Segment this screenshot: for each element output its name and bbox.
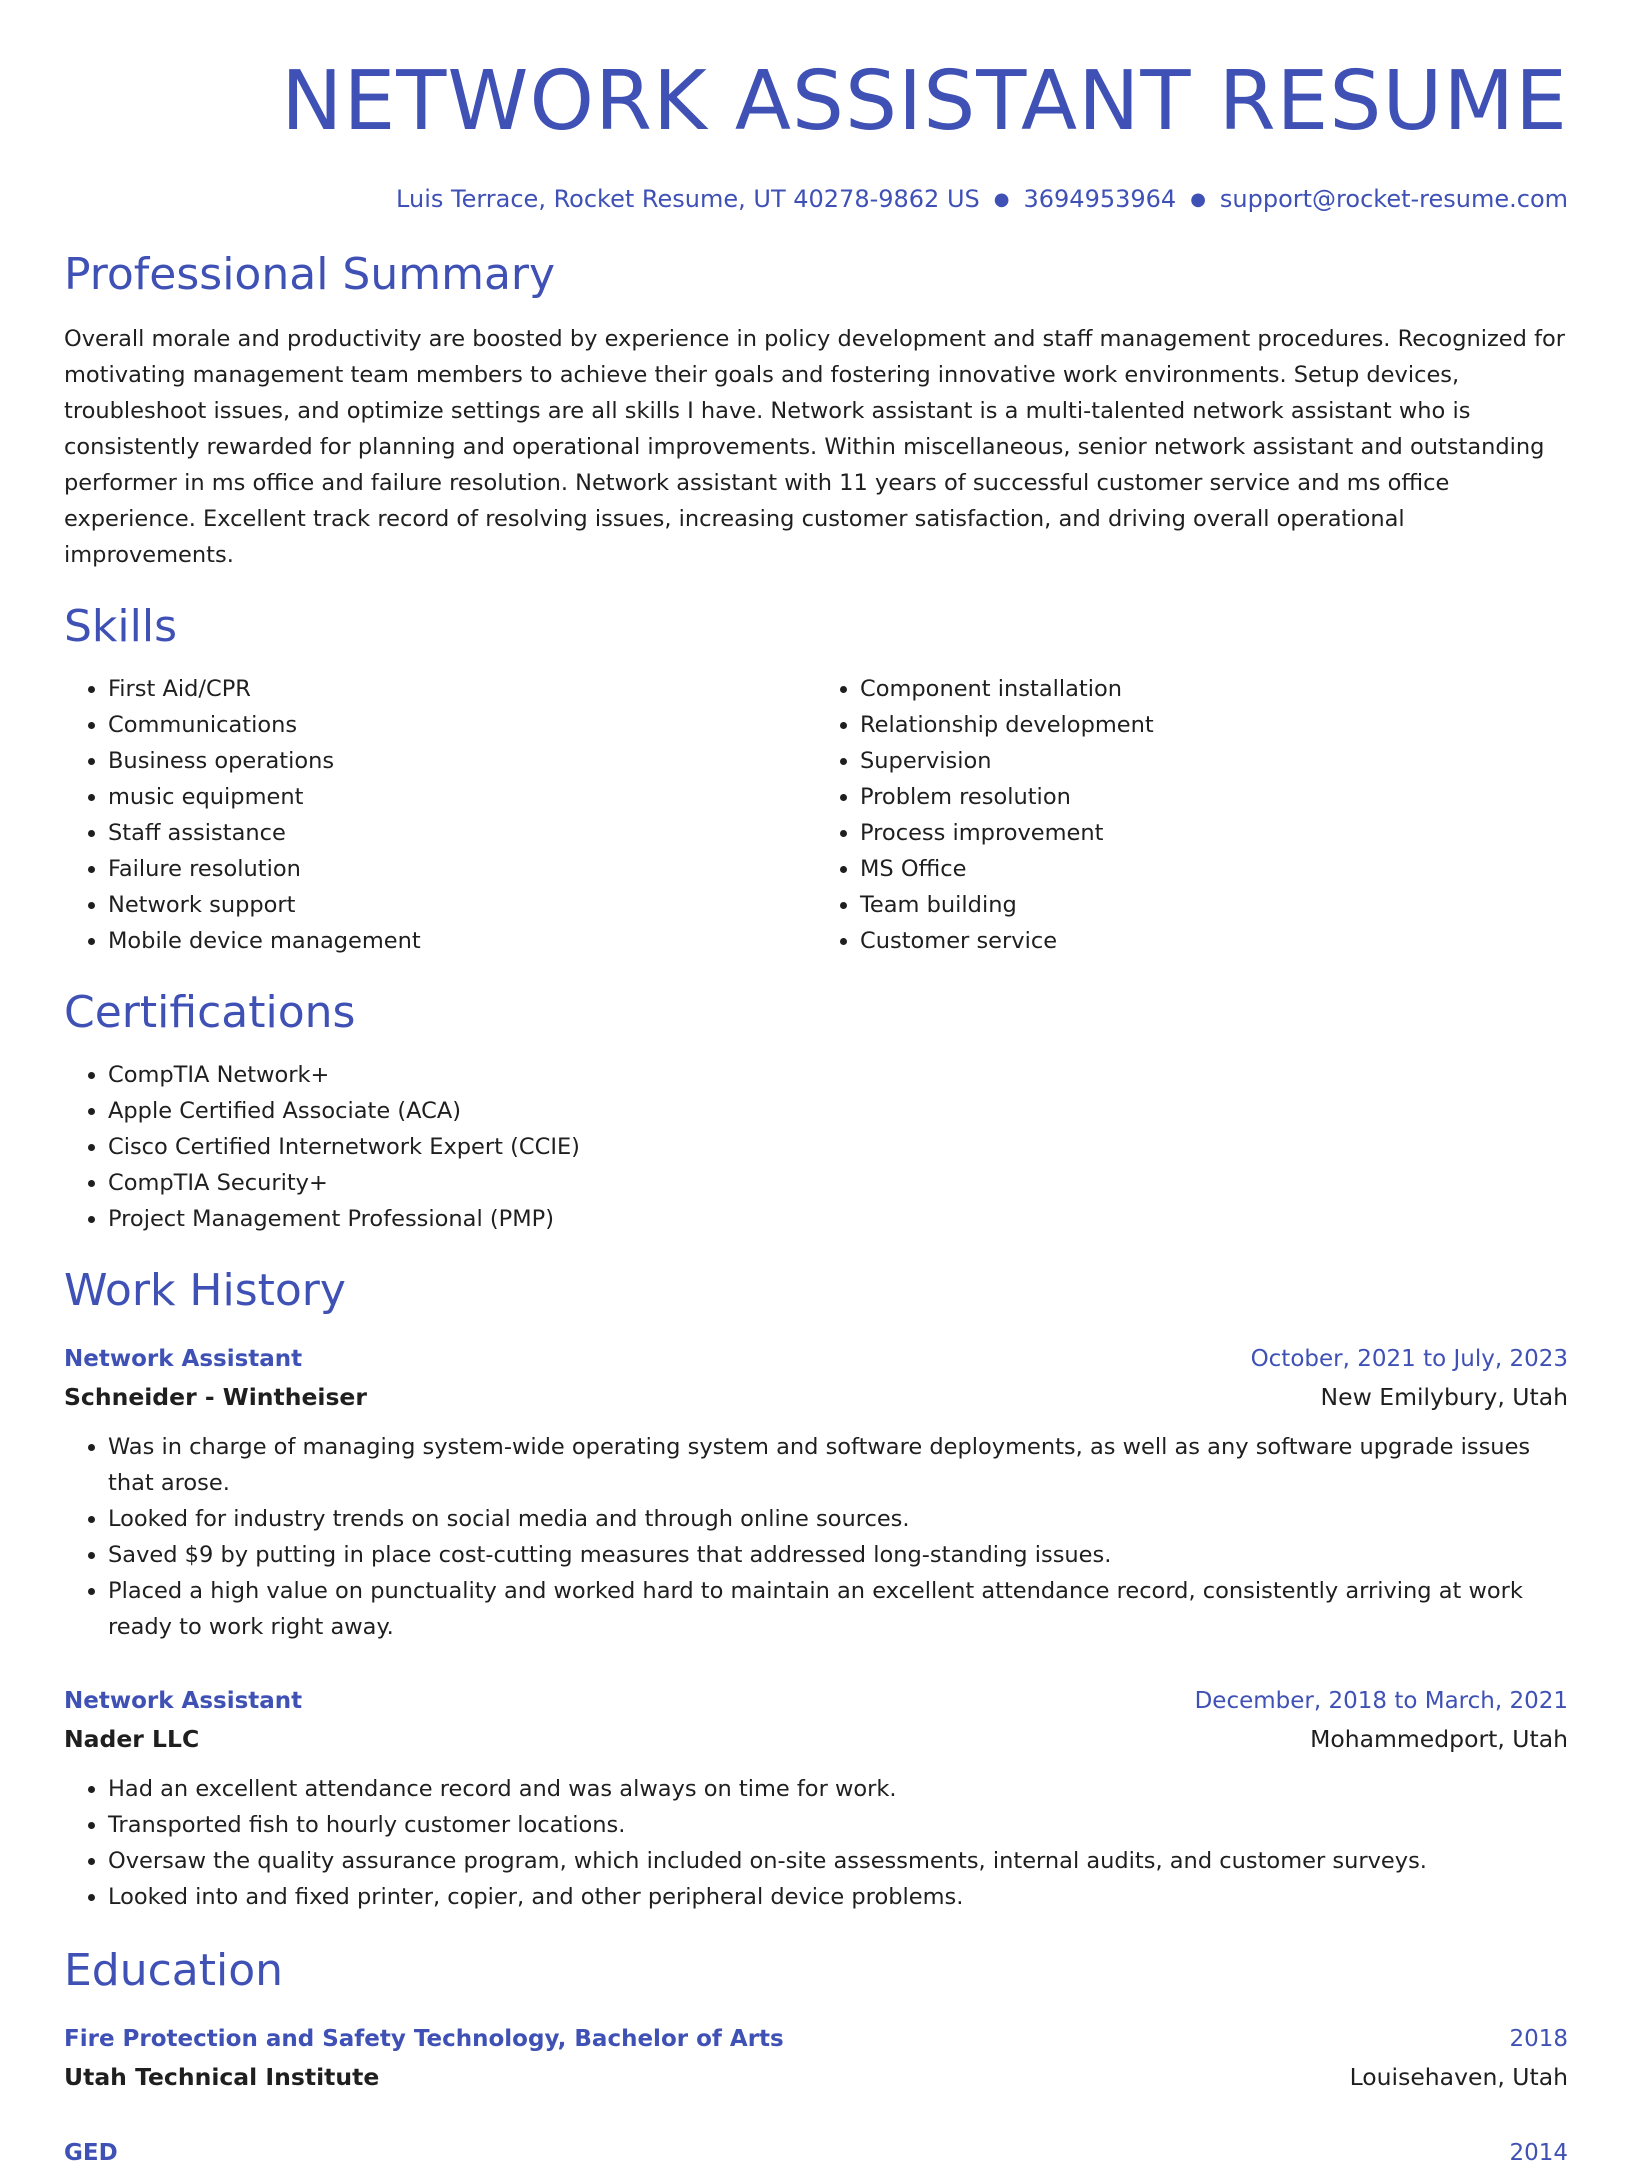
section-heading-summary: Professional Summary [64, 249, 556, 300]
education-location: Louisehaven, Utah [1349, 2063, 1568, 2091]
contact-line [64, 182, 1568, 217]
contact-phone: 3694953964 [1023, 185, 1177, 213]
job-duty: • Placed a high value on punctuality and worked hard to maintain an excellent attendance record, consistently arriving at work ready to work right away. [108, 1573, 1568, 1645]
education-degree: Fire Protection and Safety Technology, Bachelor of Arts [64, 2026, 784, 2052]
skill-item: • Mobile device management [108, 923, 816, 959]
job-duty: • Oversaw the quality assurance program, which included on-site assessments, internal audits, and customer surveys. [108, 1843, 1568, 1879]
education-year: 2014 [1509, 2140, 1568, 2166]
separator-dot-icon: ● [1190, 189, 1206, 210]
job-duty: • Transported fish to hourly customer locations. [108, 1807, 1568, 1843]
job-dates: December, 2018 to March, 2021 [1194, 1688, 1568, 1714]
education-entry [64, 2135, 1568, 2171]
skill-item: • Team building [860, 887, 1568, 923]
certification-item: • CompTIA Security+ [108, 1165, 1568, 1201]
skill-item: • Process improvement [860, 815, 1568, 851]
skills-list-left [64, 671, 816, 959]
section-heading-certifications: Certifications [64, 987, 356, 1038]
job-dates: October, 2021 to July, 2023 [1250, 1346, 1568, 1372]
job-entry [64, 1683, 1568, 1915]
skill-item: • Relationship development [860, 707, 1568, 743]
job-duty: • Saved $9 by putting in place cost-cutting measures that addressed long-standing issues. [108, 1537, 1568, 1573]
skill-item: • Supervision [860, 743, 1568, 779]
certifications-section [64, 985, 1568, 1237]
separator-dot-icon: ● [993, 189, 1010, 210]
skill-item: • Component installation [860, 671, 1568, 707]
education-school-row [64, 2057, 1568, 2097]
job-role: Network Assistant [64, 1688, 303, 1714]
skill-item: • music equipment [108, 779, 816, 815]
skill-item: • Communications [108, 707, 816, 743]
skill-item: • Problem resolution [860, 779, 1568, 815]
contact-email: support@rocket-resume.com [1219, 185, 1568, 213]
skill-item: • MS Office [860, 851, 1568, 887]
certification-item: • Apple Certified Associate (ACA) [108, 1093, 1568, 1129]
skill-item: • First Aid/CPR [108, 671, 816, 707]
certifications-list [64, 1057, 1568, 1237]
job-company: Schneider - Wintheiser [64, 1383, 367, 1411]
education-degree: GED [64, 2140, 118, 2166]
section-heading-work-history: Work History [64, 1265, 346, 1316]
job-duty: • Looked into and fixed printer, copier, and other peripheral device problems. [108, 1879, 1568, 1915]
job-company-row [64, 1377, 1568, 1417]
education-entry [64, 2021, 1568, 2097]
certification-item: • Project Management Professional (PMP) [108, 1201, 1568, 1237]
skill-item: • Business operations [108, 743, 816, 779]
section-heading-skills: Skills [64, 601, 178, 652]
certification-item: • Cisco Certified Internetwork Expert (CCIE) [108, 1129, 1568, 1165]
job-duty: • Looked for industry trends on social media and through online sources. [108, 1501, 1568, 1537]
education-degree-row [64, 2021, 1568, 2057]
job-title-row [64, 1341, 1568, 1377]
professional-summary-section [64, 247, 1568, 573]
job-entry [64, 1341, 1568, 1645]
skills-columns [64, 671, 1568, 959]
skill-item: • Staff assistance [108, 815, 816, 851]
education-year: 2018 [1509, 2026, 1568, 2052]
job-location: Mohammedport, Utah [1310, 1725, 1568, 1753]
skills-section [64, 599, 1568, 959]
job-location: New Emilybury, Utah [1320, 1383, 1568, 1411]
summary-text: Overall morale and productivity are boosted by experience in policy development and staff management procedures. Recognized for motivating management team members to achieve their goals and fostering innovative work environments. Setup devices, troubleshoot issues, and optimize settings are all skills I have. Network assistant is a multi-talented network assistant who is consistently rewarded for planning and operational improvements. Within miscellaneous, senior network assistant and outstanding performer in ms office and failure resolution. Network assistant with 11 years of successful customer service and ms office experience. Excellent track record of resolving issues, increasing customer satisfaction, and driving overall operational improvements. [64, 326, 1566, 568]
skill-item: • Customer service [860, 923, 1568, 959]
job-duty: • Had an excellent attendance record and was always on time for work. [108, 1771, 1568, 1807]
job-duties-list [64, 1429, 1568, 1645]
job-company: Nader LLC [64, 1725, 200, 1753]
document-title: NETWORK ASSISTANT RESUME [281, 54, 1568, 149]
contact-address: Luis Terrace, Rocket Resume, UT 40278-9862 US [396, 185, 980, 213]
section-heading-education: Education [64, 1945, 284, 1996]
job-company-row [64, 1719, 1568, 1759]
certification-item: • CompTIA Network+ [108, 1057, 1568, 1093]
job-duty: • Was in charge of managing system-wide operating system and software deployments, as well as any software upgrade issues that arose. [108, 1429, 1568, 1501]
education-degree-row [64, 2135, 1568, 2171]
skill-item: • Failure resolution [108, 851, 816, 887]
education-school: Utah Technical Institute [64, 2063, 380, 2091]
job-duties-list [64, 1771, 1568, 1915]
job-title-row [64, 1683, 1568, 1719]
work-history-section [64, 1263, 1568, 1915]
skill-item: • Network support [108, 887, 816, 923]
job-role: Network Assistant [64, 1346, 303, 1372]
resume-header [64, 0, 1568, 217]
education-section [64, 1943, 1568, 2171]
skills-list-right [816, 671, 1568, 959]
